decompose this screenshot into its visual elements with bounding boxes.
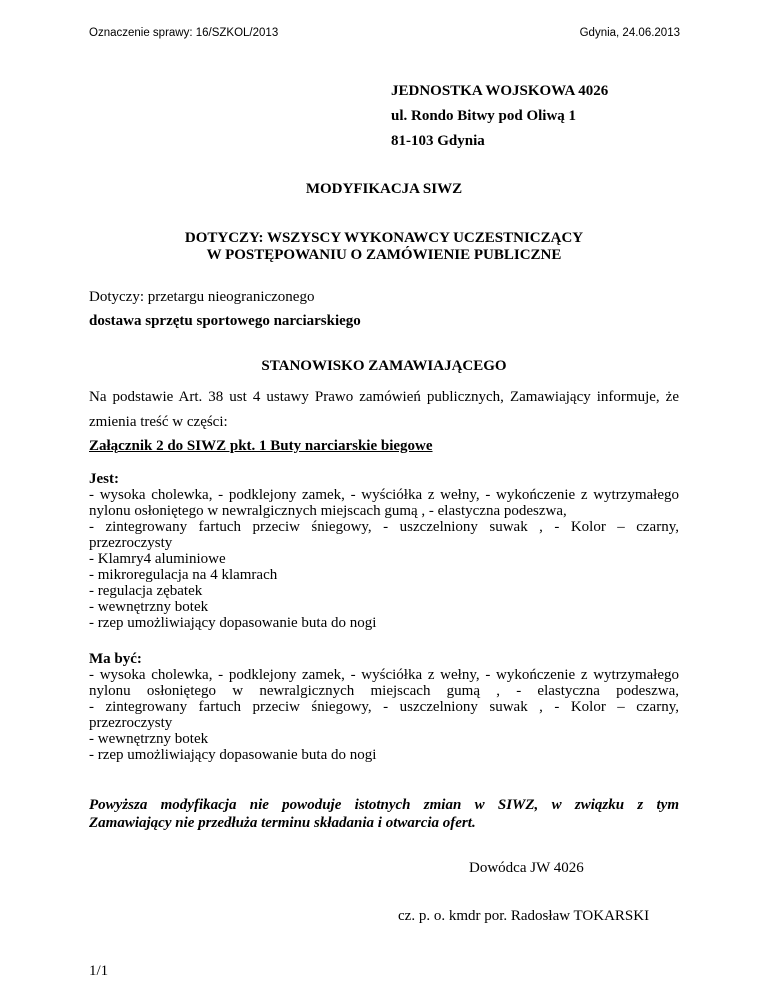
should-be-label: Ma być: [89, 651, 142, 667]
tender-subject: dostawa sprzętu sportowego narciarskiego [89, 313, 361, 329]
should-be-line-5: - wewnętrzny botek [89, 731, 209, 747]
modification-note [89, 796, 679, 832]
should-be-line-3: - zintegrowany fartuch przeciw śniegowy, - uszczelniony suwak , - Kolor – czarny, [89, 699, 679, 715]
case-reference: Oznaczenie sprawy: 16/SZKOL/2013 [89, 27, 279, 39]
document-title: MODYFIKACJA SIWZ [305, 181, 463, 197]
is-line-9: - rzep umożliwiający dopasowanie buta do nogi [89, 615, 377, 631]
is-line-5: - Klamry4 aluminiowe [89, 551, 226, 567]
intro-line-1: Na podstawie Art. 38 ust 4 ustawy Prawo zamówień publicznych, Zamawiający informuje, że [89, 389, 679, 405]
is-line-6: - mikroregulacja na 4 klamrach [89, 567, 278, 583]
is-line-8: - wewnętrzny botek [89, 599, 209, 615]
note-line-1: Powyższa modyfikacja nie powoduje istotnych zmian w SIWZ, w związku z tym [89, 797, 679, 813]
address-city: 81-103 Gdynia [391, 133, 485, 149]
note-line-2: Zamawiający nie przedłuża terminu składania i otwarcia ofert. [89, 815, 476, 831]
address-unit: JEDNOSTKA WOJSKOWA 4026 [391, 83, 609, 99]
should-be-line-6: - rzep umożliwiający dopasowanie buta do nogi [89, 747, 377, 763]
place-date: Gdynia, 24.06.2013 [579, 27, 680, 39]
is-line-2: nylonu osłoniętego w newralgicznych miejscach gumą , - elastyczna podeszwa, [89, 503, 567, 519]
concerns-line-1: DOTYCZY: WSZYSCY WYKONAWCY UCZESTNICZĄCY [184, 230, 584, 246]
should-be-section [89, 651, 679, 763]
address-street: ul. Rondo Bitwy pod Oliwą 1 [391, 108, 577, 124]
signature-title: Dowódca JW 4026 [469, 860, 584, 876]
is-section [89, 471, 679, 631]
is-line-4: przezroczysty [89, 535, 173, 551]
signature-name: cz. p. o. kmdr por. Radosław TOKARSKI [398, 908, 650, 924]
concerns-line-2: W POSTĘPOWANIU O ZAMÓWIENIE PUBLICZNE [206, 247, 562, 263]
section-title: Załącznik 2 do SIWZ pkt. 1 Buty narciarskie biegowe [89, 438, 433, 454]
is-line-1: - wysoka cholewka, - podklejony zamek, - wyściółka z wełny, - wykończenie z wytrzymałego [89, 487, 679, 503]
should-be-line-4: przezroczysty [89, 715, 173, 731]
page-number: 1/1 [89, 963, 109, 979]
position-title: STANOWISKO ZAMAWIAJĄCEGO [261, 358, 507, 374]
intro-line-2: zmienia treść w części: [89, 414, 228, 430]
tender-label: Dotyczy: przetargu nieograniczonego [89, 289, 315, 305]
should-be-line-1: - wysoka cholewka, - podklejony zamek, - wyściółka z wełny, - wykończenie z wytrzymałego [89, 667, 679, 683]
is-line-3: - zintegrowany fartuch przeciw śniegowy, - uszczelniony suwak , - Kolor – czarny, [89, 519, 679, 535]
is-line-7: - regulacja zębatek [89, 583, 203, 599]
is-label: Jest: [89, 471, 119, 487]
intro-paragraph [89, 389, 679, 405]
should-be-line-2: nylonu osłoniętego w newralgicznych miejscach gumą , - elastyczna podeszwa, [89, 683, 679, 699]
